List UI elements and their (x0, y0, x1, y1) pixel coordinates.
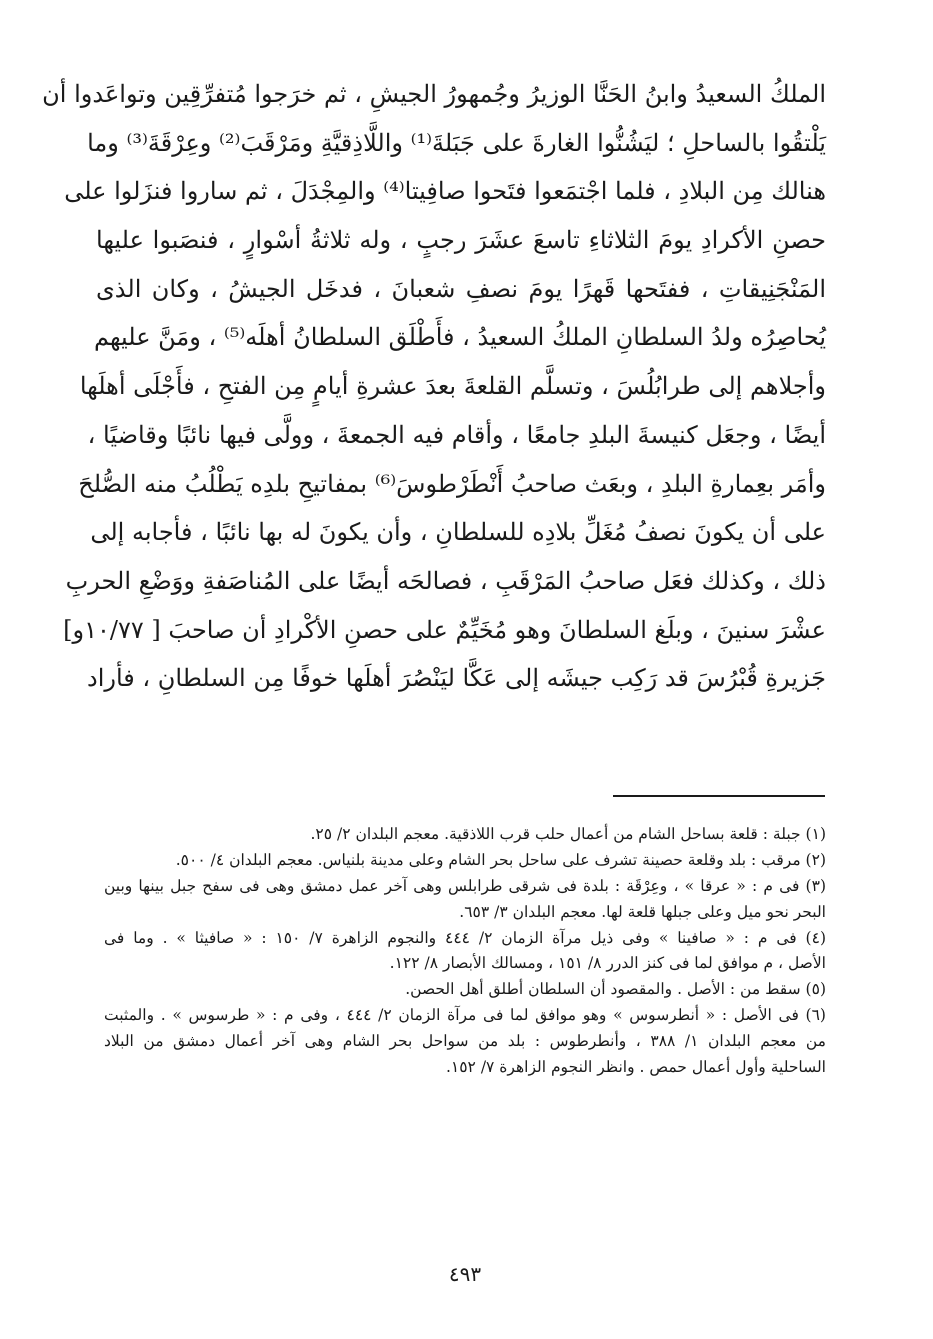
footnote-5: (٥) سقط من : الأصل . والمقصود أن السلطان أطلق أهل الحصن. (405, 980, 826, 999)
footnote-6-end: الساحلية وأول أعمال حمص . وانظر النجوم الزاهرة ٧/ ١٥٢. (445, 1058, 826, 1077)
main-text-block (42, 70, 826, 703)
footnote-1: (١) جبلة : قلعة بساحل الشام من أعمال حلب قرب اللاذقية. معجم البلدان ٢/ ٢٥. (310, 825, 826, 843)
main-text-line: هنالك مِن البلادِ ، فلما اجْتمَعوا فتَحوا صافِيتا⁽⁴⁾ والمِجْدَلَ ، ثم ساروا فنزَلوا على (64, 177, 826, 206)
main-text-line: وأجلاهم إلى طرابُلُسَ ، وتسلَّم القلعةَ بعدَ عشرةِ أيامٍ مِن الفتحِ ، فأَجْلَى أهلَها (79, 372, 826, 401)
footnote-6-continued: من معجم البلدان ١/ ٣٨٨ ، وأنطرطوس : بلد من سواحل بحر الشام وهى آخر أعمال دمشق من البلاد (104, 1032, 826, 1051)
footnote-3-continued: البحر نحو ميل وعلى جبلها قلعة لها. معجم البلدان ٣/ ٦٥٣. (459, 902, 826, 921)
main-text-line: وأمَر بعِمارةِ البلدِ ، وبعَث صاحبُ أَنْطَرْطوسَ⁽⁶⁾ بمفاتيحِ بلدِه يَطْلُبُ منه الصُّلحَ (78, 469, 826, 498)
main-text-line: حصنِ الأكرادِ يومَ الثلاثاءِ تاسعَ عشَرَ رجبٍ ، وله ثلاثةُ أسْوارٍ ، فنصَبوا عليها (96, 226, 826, 255)
main-text-line: أيضًا ، وجعَل كنيسةَ البلدِ جامعًا ، وأقام فيه الجمعةَ ، وولَّى فيها نائبًا وقاضيًا ، (87, 420, 826, 449)
footnote-6: (٦) فى الأصل : « أنطرسوس » وهو موافق لما فى مرآة الزمان ٢/ ٤٤٤ ، وفى م : « طرسوس » . والمثبت (104, 1006, 826, 1025)
main-text-line: عشْرَ سنينَ ، وبلَغ السلطانَ وهو مُخَيِّمٌ على حصنِ الأكْرادِ أن صاحبَ [ ١٠/٧٧و] (63, 615, 826, 644)
main-text-line: جَزيرةِ قُبْرُسَ قد رَكِب جيشَه إلى عَكَّا ليَنْصُرَ أهلَها خوفًا مِن السلطانِ ، فأراد (87, 664, 826, 693)
main-text-line: يُحاصِرُه ولدُ السلطانِ الملكُ السعيدُ ، فأَطْلَق السلطانُ أهلَه⁽⁵⁾ ، ومَنَّ عليهم (93, 323, 826, 352)
footnote-4-continued: الأصل ، م موافق لما فى كنز الدرر ٨/ ١٥١ ، ومسالك الأبصار ٨/ ١٢٢. (389, 954, 826, 973)
main-text-line: يَلْتقُوا بالساحلِ ؛ ليَشُنُّوا الغارةَ على جَبَلةَ⁽¹⁾ واللَّاذِقيَّةِ ومَرْقَبَ⁽²⁾ وعِرْقَةَ⁽³⁾ وما (87, 128, 826, 157)
main-text-line: ذلك ، وكذلك فعَل صاحبُ المَرْقَبِ ، فصالحَه أيضًا على المُناصَفةِ ووَضْعِ الحربِ (65, 566, 826, 595)
main-text-line: المَنْجَنِيقاتِ ، ففتَحها قَهرًا يومَ نصفِ شعبانَ ، فدخَل الجيشُ ، وكان الذى (96, 274, 826, 303)
footnote-divider (613, 795, 825, 797)
main-text-line: الملكُ السعيدُ وابنُ الحَنَّا الوزيرُ وجُمهورُ الجيشِ ، ثم خرَجوا مُتفرِّقِين وتواعَدوا أن (42, 80, 826, 108)
page-number: ٤٩٣ (448, 1262, 482, 1286)
footnote-3: (٣) فى م : « عرقا » ، وعِرْقَة : بلدة فى شرقى طرابلس وهى آخر عمل دمشق وهى فى سفح جبل بينها وبين (104, 876, 826, 895)
main-text-line: على أن يكونَ نصفُ مُغَلِّ بلادِه للسلطانِ ، وأن يكونَ له بها نائبًا ، فأجابه إلى (90, 518, 826, 547)
footnote-2: (٢) مرقب : بلد وقلعة حصينة تشرف على ساحل بحر الشام وعلى مدينة بلنياس. معجم البلدان ٤/ ٥٠٠. (175, 850, 826, 869)
footnote-4: (٤) فى م : « صافينا » وفى ذيل مرآة الزمان ٢/ ٤٤٤ والنجوم الزاهرة ٧/ ١٥٠ : « صافيثا » . وما فى (104, 928, 826, 947)
footnotes-block (104, 822, 826, 1081)
